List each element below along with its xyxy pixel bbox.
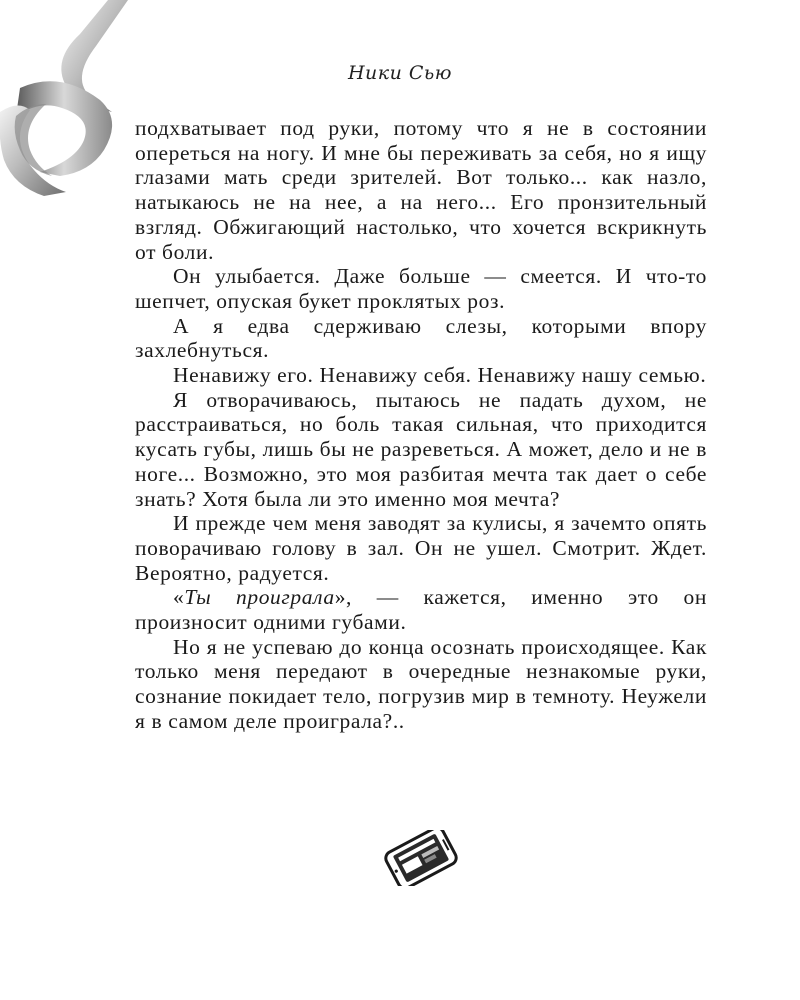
ribbon-decoration-icon (0, 0, 140, 200)
paragraph-2: Он улыбается. Даже больше — смеется. И что-то шепчет, опуская букет проклятых роз. (135, 264, 707, 313)
paragraph-3: А я едва сдерживаю слезы, которыми впору захлебнуться. (135, 313, 707, 363)
paragraph-5: Я отворачиваюсь, пытаюсь не падать духом, не расстраиваться, но боль такая сильная, что приходится кусать губы, лишь бы не разреветься. А может, дело и не в ноге... Возможно, это моя разбитая мечта так дает о себе знать? Хотя была ли это именно моя мечта? (135, 387, 707, 511)
quote-open-mark: « (173, 585, 185, 610)
paragraph-7 (135, 585, 707, 634)
paragraph-4: Ненавижу его. Ненавижу себя. Ненавижу нашу семью. (173, 363, 707, 388)
paragraph-8: Но я не успеваю до конца осознать происходящее. Как только меня передают в очередные незнакомые руки, сознание покидает тело, погрузив мир в темноту. Неужели я в самом деле проиграла?.. (135, 634, 707, 733)
quote-italic: Ты проиграла (184, 585, 335, 610)
phone-ornament-icon (377, 830, 465, 886)
paragraph-1: подхватывает под руки, потому что я не в состоянии опереться на ногу. И мне бы переживать за себя, но я ищу глазами мать среди зрителей. Вот только... как назло, натыкаюсь не на нее, а на него... Его пронзительный взгляд. Обжигающий настолько, что хочется вскрикнуть от боли. (135, 116, 707, 264)
running-header-author: Ники Сью (347, 62, 453, 84)
body-text (135, 116, 707, 734)
quote-rest: », — кажется, именно это он произносит одними губами. (135, 585, 707, 635)
paragraph-6: И прежде чем меня заводят за кулисы, я зачемто опять поворачиваю голову в зал. Он не ушел. Смотрит. Ждет. Вероятно, радуется. (135, 511, 707, 585)
